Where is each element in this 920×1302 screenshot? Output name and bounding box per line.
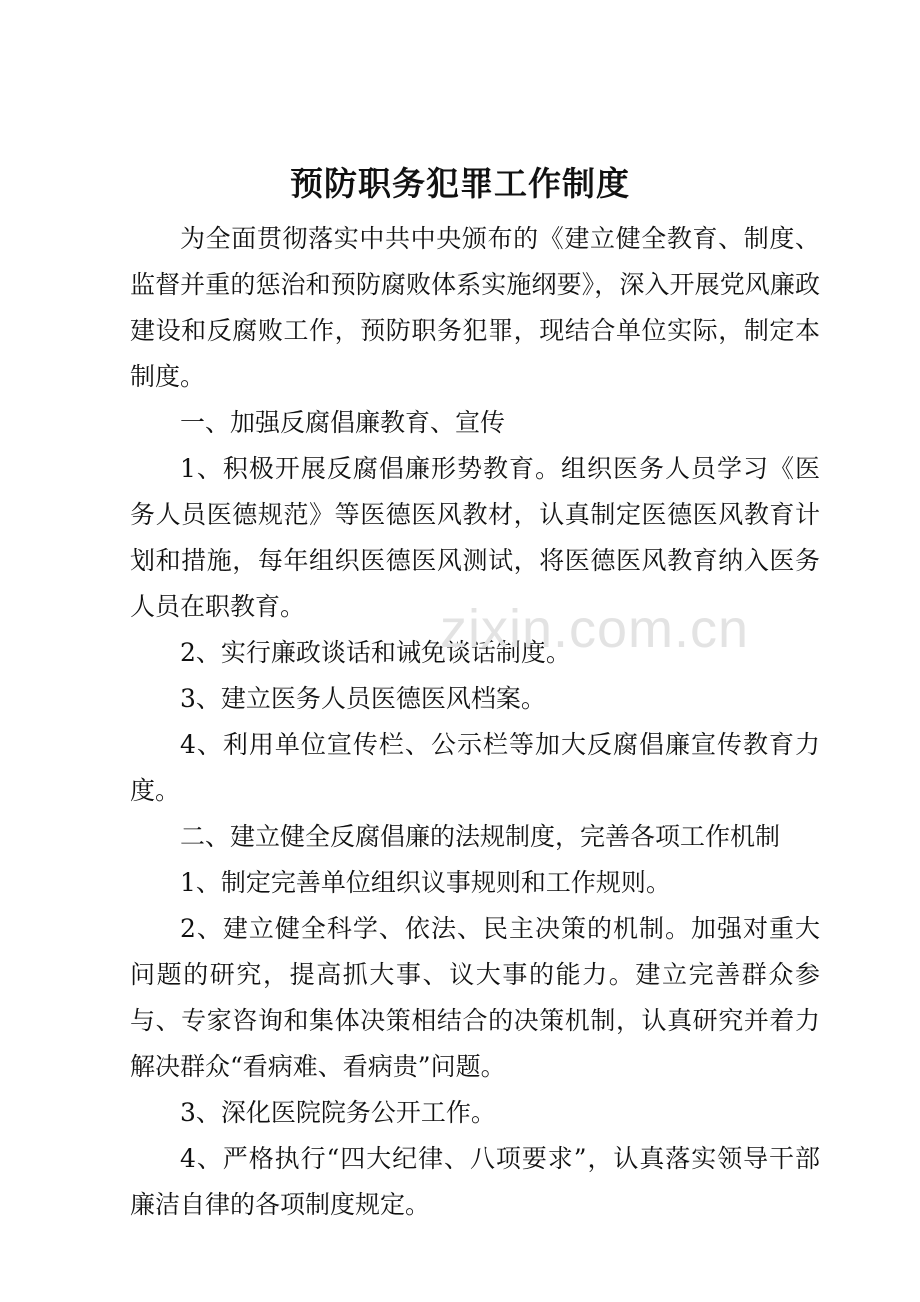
paragraph-intro: 为全面贯彻落实中共中央颁布的《建立健全教育、制度、监督并重的惩治和预防腐败体系实施纲要》，深入开展党风廉政建设和反腐败工作，预防职务犯罪，现结合单位实际，制定本制度。: [130, 224, 820, 391]
paragraph-1-4: 4、利用单位宣传栏、公示栏等加大反腐倡廉宣传教育力度。: [130, 730, 820, 805]
watermark-text: zixin.com.cn: [440, 599, 750, 659]
paragraph-2-1: 1、制定完善单位组织议事规则和工作规则。: [180, 868, 671, 897]
document-body: [130, 216, 820, 1228]
paragraph-1-1: 1、积极开展反腐倡廉形势教育。组织医务人员学习《医务人员医德规范》等医德医风教材，认真制定医德医风教育计划和措施，每年组织医德医风测试，将医德医风教育纳入医务人员在职教育。: [130, 454, 820, 621]
paragraph-1-3: 3、建立医务人员医德医风档案。: [180, 684, 546, 713]
paragraph-2-4: 4、严格执行“四大纪律、八项要求”，认真落实领导干部廉洁自律的各项制度规定。: [130, 1144, 820, 1219]
paragraph-2-2: 2、建立健全科学、依法、民主决策的机制。加强对重大问题的研究，提高抓大事、议大事的能力。建立完善群众参与、专家咨询和集体决策相结合的决策机制，认真研究并着力解决群众“看病难、看病贵”问题。: [130, 914, 820, 1081]
document-title: 预防职务犯罪工作制度: [290, 164, 630, 203]
paragraph-1-2: 2、实行廉政谈话和诫免谈话制度。: [180, 638, 571, 667]
section-heading-2: 二、建立健全反腐倡廉的法规制度，完善各项工作机制: [180, 822, 781, 851]
paragraph-2-3: 3、深化医院院务公开工作。: [180, 1098, 496, 1127]
section-heading-1: 一、加强反腐倡廉教育、宣传: [180, 408, 506, 437]
